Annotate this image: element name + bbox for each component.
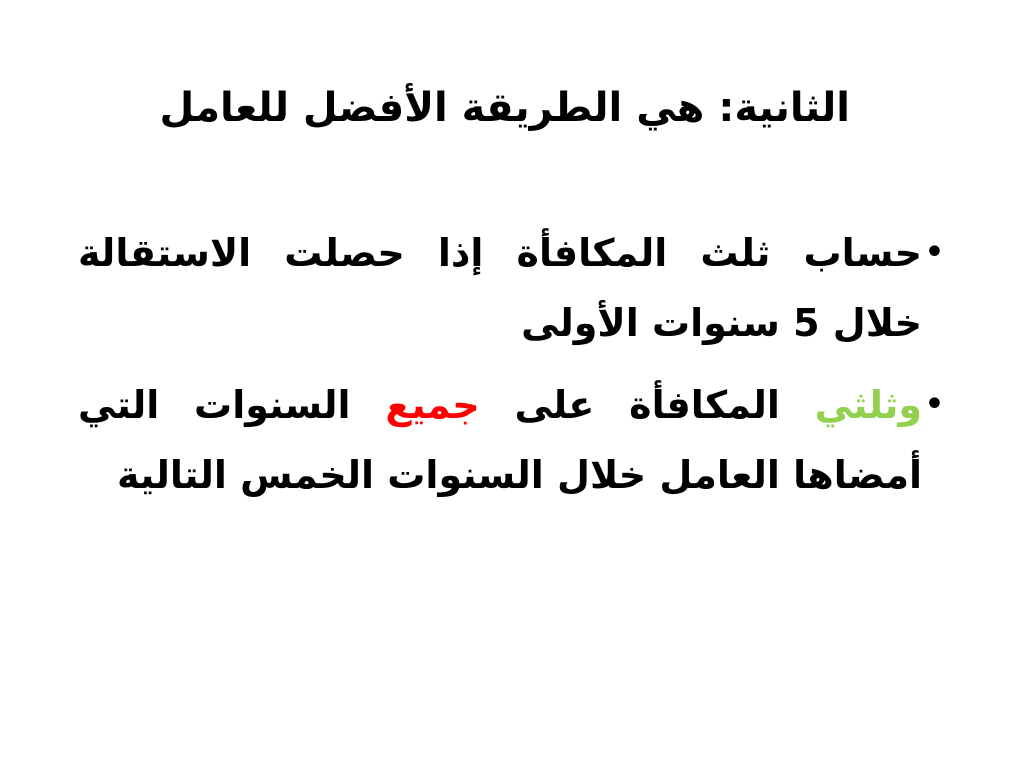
slide-title: الثانية: هي الطريقة الأفضل للعامل [159, 85, 850, 131]
bullet-2-line-1 [78, 370, 922, 440]
bullet-marker: • [924, 235, 944, 270]
highlight-green-word: وثلثي [814, 383, 923, 427]
highlight-red-word: جميع [385, 383, 480, 427]
bullet-item-2 [78, 370, 944, 510]
bullet-marker: • [924, 387, 944, 422]
bullet-2-line-2: أمضاها العامل خلال السنوات الخمس التالية [117, 453, 922, 497]
bullet-item-1 [78, 218, 944, 358]
bullet-1-line-1: حساب ثلث المكافأة إذا حصلت الاستقالة [78, 231, 922, 275]
bullet-1-line-2: خلال 5 سنوات الأولى [521, 301, 922, 345]
bullet-2-line-1-mid: المكافأة على [479, 383, 815, 427]
bullet-list [78, 218, 944, 522]
bullet-2-line-1-end: السنوات التي [78, 383, 386, 427]
